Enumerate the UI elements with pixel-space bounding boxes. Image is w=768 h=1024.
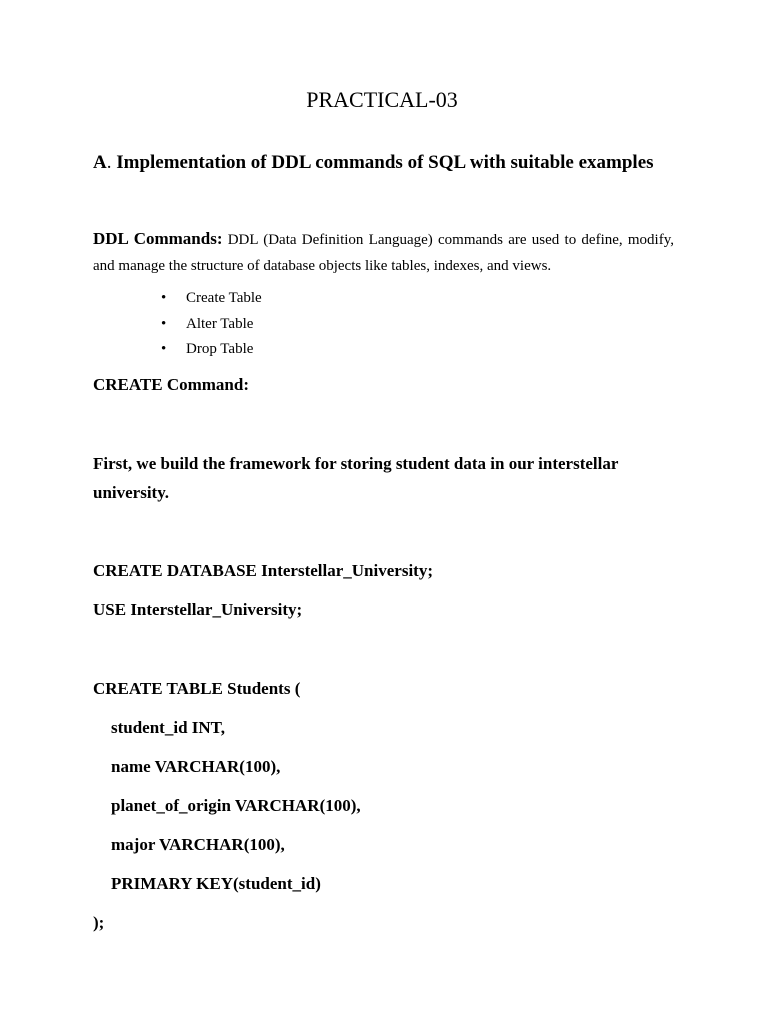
bullet-icon: • (161, 290, 167, 306)
list-item (93, 312, 262, 338)
bullet-icon: • (161, 315, 167, 332)
code-line-create-table: CREATE TABLE Students ( (93, 679, 301, 698)
page-title: PRACTICAL-03 (306, 87, 458, 112)
create-command-heading: CREATE Command: (93, 375, 250, 394)
section-letter: A (93, 152, 107, 173)
list-item-label: Alter Table (186, 315, 254, 332)
code-line-close: ); (93, 913, 105, 932)
bullet-icon: • (161, 341, 167, 357)
intro-body: DDL (Data Definition Language) commands are used to define, modify, and manage the structure of database objects like tables, indexes, and views. (93, 232, 674, 274)
list-item-label: Create Table (186, 290, 262, 306)
intro-term: DDL Commands: (93, 229, 223, 248)
section-heading (93, 146, 674, 180)
code-line-use-database: USE Interstellar_University; (93, 600, 303, 619)
description-paragraph: First, we build the framework for storing student data in our interstellar university. (93, 454, 619, 502)
code-line-column-student-id: student_id INT, (111, 718, 225, 737)
command-list (93, 286, 262, 363)
list-item (93, 337, 262, 363)
code-line-column-major: major VARCHAR(100), (111, 835, 285, 854)
section-letter-dot: . (106, 152, 112, 173)
list-item-label: Drop Table (186, 341, 254, 357)
list-item (93, 286, 262, 312)
section-heading-text: Implementation of DDL commands of SQL with suitable examples (111, 152, 654, 173)
code-line-create-database: CREATE DATABASE Interstellar_University; (93, 561, 433, 580)
intro-paragraph (93, 226, 674, 279)
code-line-column-planet: planet_of_origin VARCHAR(100), (111, 796, 361, 815)
code-line-column-name: name VARCHAR(100), (111, 757, 281, 776)
code-line-primary-key: PRIMARY KEY(student_id) (111, 874, 321, 893)
